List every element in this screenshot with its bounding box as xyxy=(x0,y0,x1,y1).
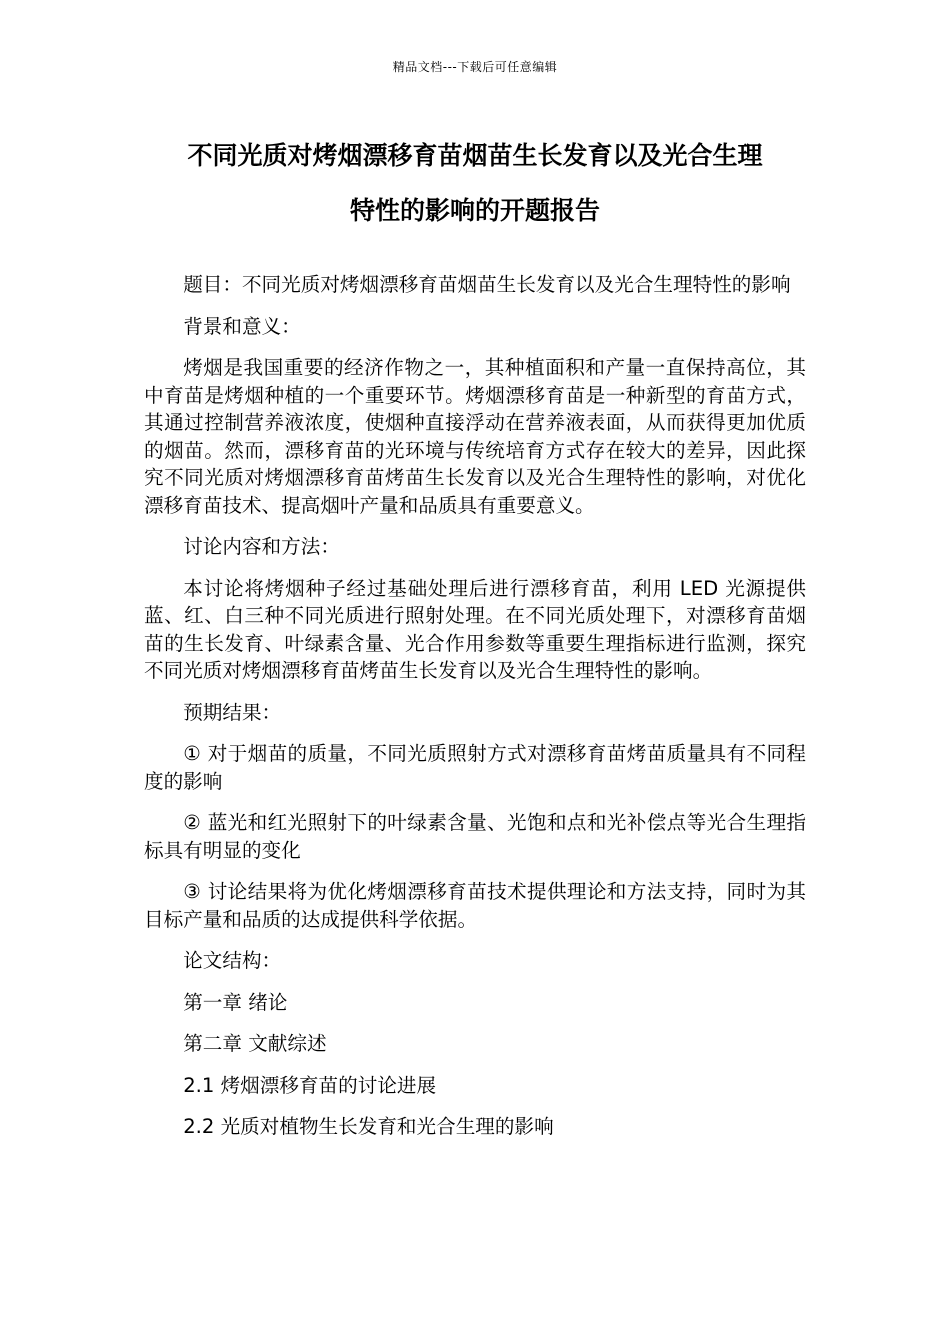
methods-paragraph: 本讨论将烤烟种子经过基础处理后进行漂移育苗，利用 LED 光源提供蓝、红、白三种不同光质进行照射处理。在不同光质处理下，对漂移育苗烟苗的生长发育、叶绿素含量、光合作用参数等重要生理指标进行监测，探究不同光质对烤烟漂移育苗烤苗生长发育以及光合生理特性的影响。 xyxy=(144,576,806,682)
document-title-line-1: 不同光质对烤烟漂移育苗烟苗生长发育以及光合生理 xyxy=(187,141,763,170)
topic-paragraph: 题目：不同光质对烤烟漂移育苗烟苗生长发育以及光合生理特性的影响 xyxy=(183,273,791,296)
section-heading-background: 背景和意义： xyxy=(183,314,301,338)
document-body xyxy=(144,271,806,1155)
header-note: 精品文档---下载后可任意编辑 xyxy=(392,60,558,74)
expected-result-item: ① 对于烟苗的质量，不同光质照射方式对漂移育苗烤苗质量具有不同程度的影响 xyxy=(144,742,806,793)
document-title-line-2: 特性的影响的开题报告 xyxy=(349,196,600,225)
section-heading-methods: 讨论内容和方法： xyxy=(183,535,340,558)
expected-result-item: ② 蓝光和红光照射下的叶绿素含量、光饱和点和光补偿点等光合生理指标具有明显的变化 xyxy=(144,811,806,862)
section-heading-expected-results: 预期结果： xyxy=(183,700,282,724)
expected-result-item: ③ 讨论结果将为优化烤烟漂移育苗技术提供理论和方法支持，同时为其目标产量和品质的达成提供科学依据。 xyxy=(144,880,806,931)
structure-item: 2.2 光质对植物生长发育和光合生理的影响 xyxy=(183,1115,554,1138)
background-paragraph: 烤烟是我国重要的经济作物之一，其种植面积和产量一直保持高位，其中育苗是烤烟种植的一个重要环节。烤烟漂移育苗是一种新型的育苗方式，其通过控制营养液浓度，使烟种直接浮动在营养液表面，从而获得更加优质的烟苗。然而，漂移育苗的光环境与传统培育方式存在较大的差异，因此探究不同光质对烤烟漂移育苗烤苗生长发育以及光合生理特性的影响，对优化漂移育苗技术、提高烟叶产量和品质具有重要意义。 xyxy=(144,356,806,517)
structure-item: 2.1 烤烟漂移育苗的讨论进展 xyxy=(183,1073,437,1097)
structure-item: 第一章 绪论 xyxy=(183,990,288,1014)
section-heading-structure: 论文结构： xyxy=(183,949,282,972)
structure-item: 第二章 文献综述 xyxy=(183,1032,327,1055)
